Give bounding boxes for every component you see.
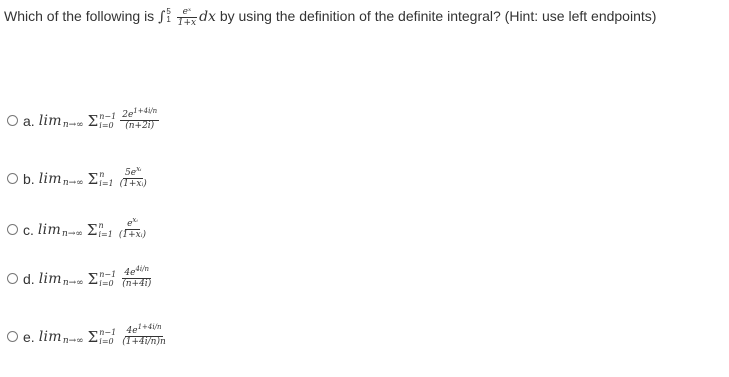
summand-denominator: (1+xᵢ) — [118, 230, 147, 240]
summand-numerator — [120, 107, 159, 121]
option-letter: d. — [23, 270, 35, 287]
integrand-denominator: 1+x — [177, 17, 197, 28]
sigma-symbol: Σ — [86, 220, 98, 239]
integrand — [177, 7, 197, 28]
integral-limits — [166, 8, 170, 24]
sum-upper: n−1 — [99, 269, 117, 279]
sigma-symbol: Σ — [87, 327, 99, 346]
summand — [120, 265, 153, 289]
option-a[interactable] — [7, 107, 159, 131]
dx: dx — [199, 9, 216, 25]
numerator-exponent: 4i/n — [135, 265, 150, 273]
question-text — [4, 6, 726, 28]
option-expression — [38, 107, 160, 131]
lim-subscript: n→∞ — [62, 119, 84, 130]
option-letter: c. — [23, 221, 34, 238]
sum-upper: n−1 — [99, 327, 117, 337]
sum-limits — [99, 112, 116, 130]
summand-denominator: (1+xᵢ) — [119, 179, 147, 189]
summand-numerator — [123, 165, 143, 179]
lim-text: lim — [38, 112, 62, 129]
summand-numerator — [122, 265, 151, 279]
radio-e[interactable] — [7, 331, 18, 342]
summand — [120, 107, 159, 131]
option-letter: b. — [23, 170, 35, 187]
option-letter: e. — [23, 328, 35, 345]
sum-upper: n — [98, 220, 104, 230]
lim-text: lim — [38, 270, 62, 287]
integral-lower: 1 — [166, 15, 171, 25]
option-e[interactable] — [7, 323, 168, 347]
sigma-symbol: Σ — [87, 269, 99, 288]
lim-text: lim — [38, 170, 62, 187]
numerator-base: 2e — [122, 110, 134, 120]
integral-upper: 5 — [166, 7, 171, 17]
numerator-base: e — [127, 219, 133, 229]
numerator-exponent: 1+4i/n — [133, 107, 158, 115]
sum-lower: i=0 — [99, 120, 114, 130]
lim-text: lim — [37, 221, 62, 238]
sum-limits — [99, 270, 116, 288]
sum-lower: i=1 — [98, 229, 113, 239]
option-d[interactable] — [7, 265, 153, 289]
question-suffix: by using the definition of the definite integral? (Hint: use left endpoints) — [219, 8, 657, 24]
option-expression — [37, 216, 148, 240]
sum-limits — [99, 170, 113, 188]
radio-a[interactable] — [7, 115, 18, 126]
sum-upper: n−1 — [99, 111, 117, 121]
option-b[interactable] — [7, 165, 149, 189]
radio-d[interactable] — [7, 273, 18, 284]
numerator-exponent: xᵢ — [136, 165, 142, 173]
summand — [118, 165, 149, 189]
sum-limits — [98, 221, 112, 239]
summand-denominator: (n+2i) — [125, 121, 155, 131]
lim-subscript: n→∞ — [62, 335, 84, 346]
option-expression — [38, 165, 149, 189]
option-letter: a. — [23, 112, 35, 129]
summand — [117, 216, 148, 240]
option-c[interactable] — [7, 216, 148, 240]
sum-limits — [99, 328, 116, 346]
option-expression — [38, 265, 154, 289]
summand-denominator: (1+4i/n)n — [122, 337, 166, 347]
summand — [120, 323, 168, 347]
sum-lower: i=0 — [99, 336, 114, 346]
lim-subscript: n→∞ — [62, 277, 84, 288]
question-prefix: Which of the following is — [4, 8, 155, 24]
numerator-base: 4e — [124, 268, 136, 278]
sigma-symbol: Σ — [87, 111, 99, 130]
lim-subscript: n→∞ — [62, 228, 83, 239]
sum-lower: i=1 — [99, 178, 114, 188]
summand-numerator — [125, 323, 164, 337]
summand-denominator: (n+4i) — [122, 279, 152, 289]
numerator-base: 5e — [125, 168, 137, 178]
integral-sign: ∫ — [158, 9, 166, 25]
lim-text: lim — [38, 328, 62, 345]
numerator-exponent: xᵢ — [132, 216, 138, 224]
radio-b[interactable] — [7, 173, 18, 184]
lim-subscript: n→∞ — [62, 177, 84, 188]
radio-c[interactable] — [7, 224, 18, 235]
numerator-base: 4e — [126, 326, 138, 336]
option-expression — [38, 323, 168, 347]
sigma-symbol: Σ — [87, 169, 99, 188]
numerator-exponent: 1+4i/n — [137, 323, 162, 331]
summand-numerator — [125, 216, 140, 230]
sum-lower: i=0 — [99, 278, 114, 288]
integrand-numerator: eˣ — [177, 7, 197, 18]
sum-upper: n — [99, 169, 105, 179]
